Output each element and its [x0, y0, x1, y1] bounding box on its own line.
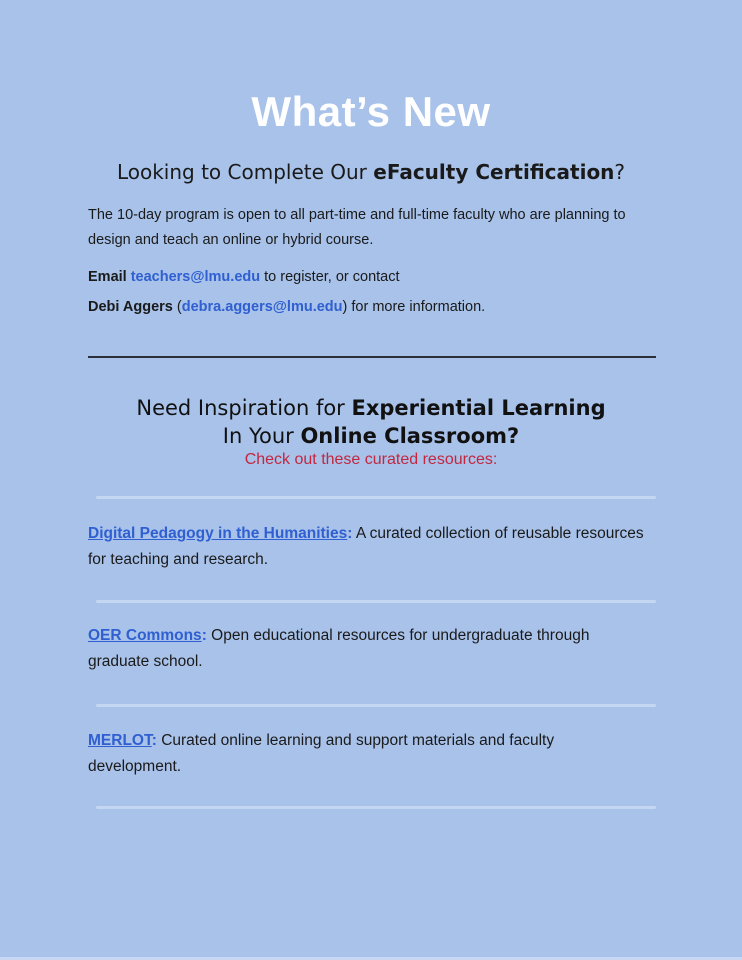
- section-divider: [88, 356, 656, 358]
- resource-description: Open educational resources for undergraduate through graduate school.: [88, 627, 590, 670]
- resource-item: [88, 623, 648, 675]
- email-suffix: to register, or contact: [260, 269, 400, 285]
- resource-link-digital-pedagogy[interactable]: Digital Pedagogy in the Humanities: [88, 525, 348, 542]
- inspiration-heading-line2: [0, 422, 742, 450]
- inspiration-line2-bold: Online Classroom?: [300, 424, 520, 448]
- resource-description: A curated collection of reusable resources for teaching and research.: [88, 525, 644, 568]
- resource-description: Curated online learning and support materials and faculty development.: [88, 732, 555, 775]
- contact-open: (: [172, 299, 182, 315]
- certification-heading-bold: eFaculty Certification: [373, 160, 615, 184]
- resource-separator: :: [201, 627, 207, 644]
- email-label: Email: [88, 269, 127, 285]
- resource-separator: :: [347, 525, 353, 542]
- contact-suffix: ) for more information.: [342, 299, 486, 315]
- certification-heading: [0, 160, 742, 184]
- resources-subheading: Check out these curated resources:: [244, 451, 498, 468]
- email-link[interactable]: teachers@lmu.edu: [130, 269, 261, 285]
- certification-description: The 10-day program is open to all part-time and full-time faculty who are planning to design and teach an online or hybrid course.: [88, 207, 626, 248]
- resource-divider: [96, 704, 656, 707]
- email-line: [88, 265, 658, 290]
- contact-line: [88, 295, 658, 320]
- inspiration-heading: [0, 394, 742, 450]
- certification-heading-prefix: Looking to Complete Our: [116, 160, 374, 184]
- resource-link-merlot[interactable]: MERLOT: [88, 732, 152, 749]
- contact-email-link[interactable]: debra.aggers@lmu.edu: [181, 299, 343, 315]
- inspiration-line1-bold: Experiential Learning: [351, 396, 606, 420]
- resource-divider: [96, 600, 656, 603]
- inspiration-line2-prefix: In Your: [222, 424, 301, 448]
- resource-divider: [96, 496, 656, 499]
- resource-link-oer-commons[interactable]: OER Commons: [88, 627, 202, 644]
- resource-item: [88, 728, 648, 780]
- inspiration-heading-line1: [0, 394, 742, 422]
- contact-name: Debi Aggers: [88, 299, 173, 315]
- certification-heading-suffix: ?: [614, 160, 626, 184]
- resource-separator: :: [151, 732, 157, 749]
- inspiration-line1-prefix: Need Inspiration for: [136, 396, 352, 420]
- page-title: What’s New: [251, 88, 491, 135]
- resource-divider: [96, 806, 656, 809]
- resource-item: [88, 521, 648, 573]
